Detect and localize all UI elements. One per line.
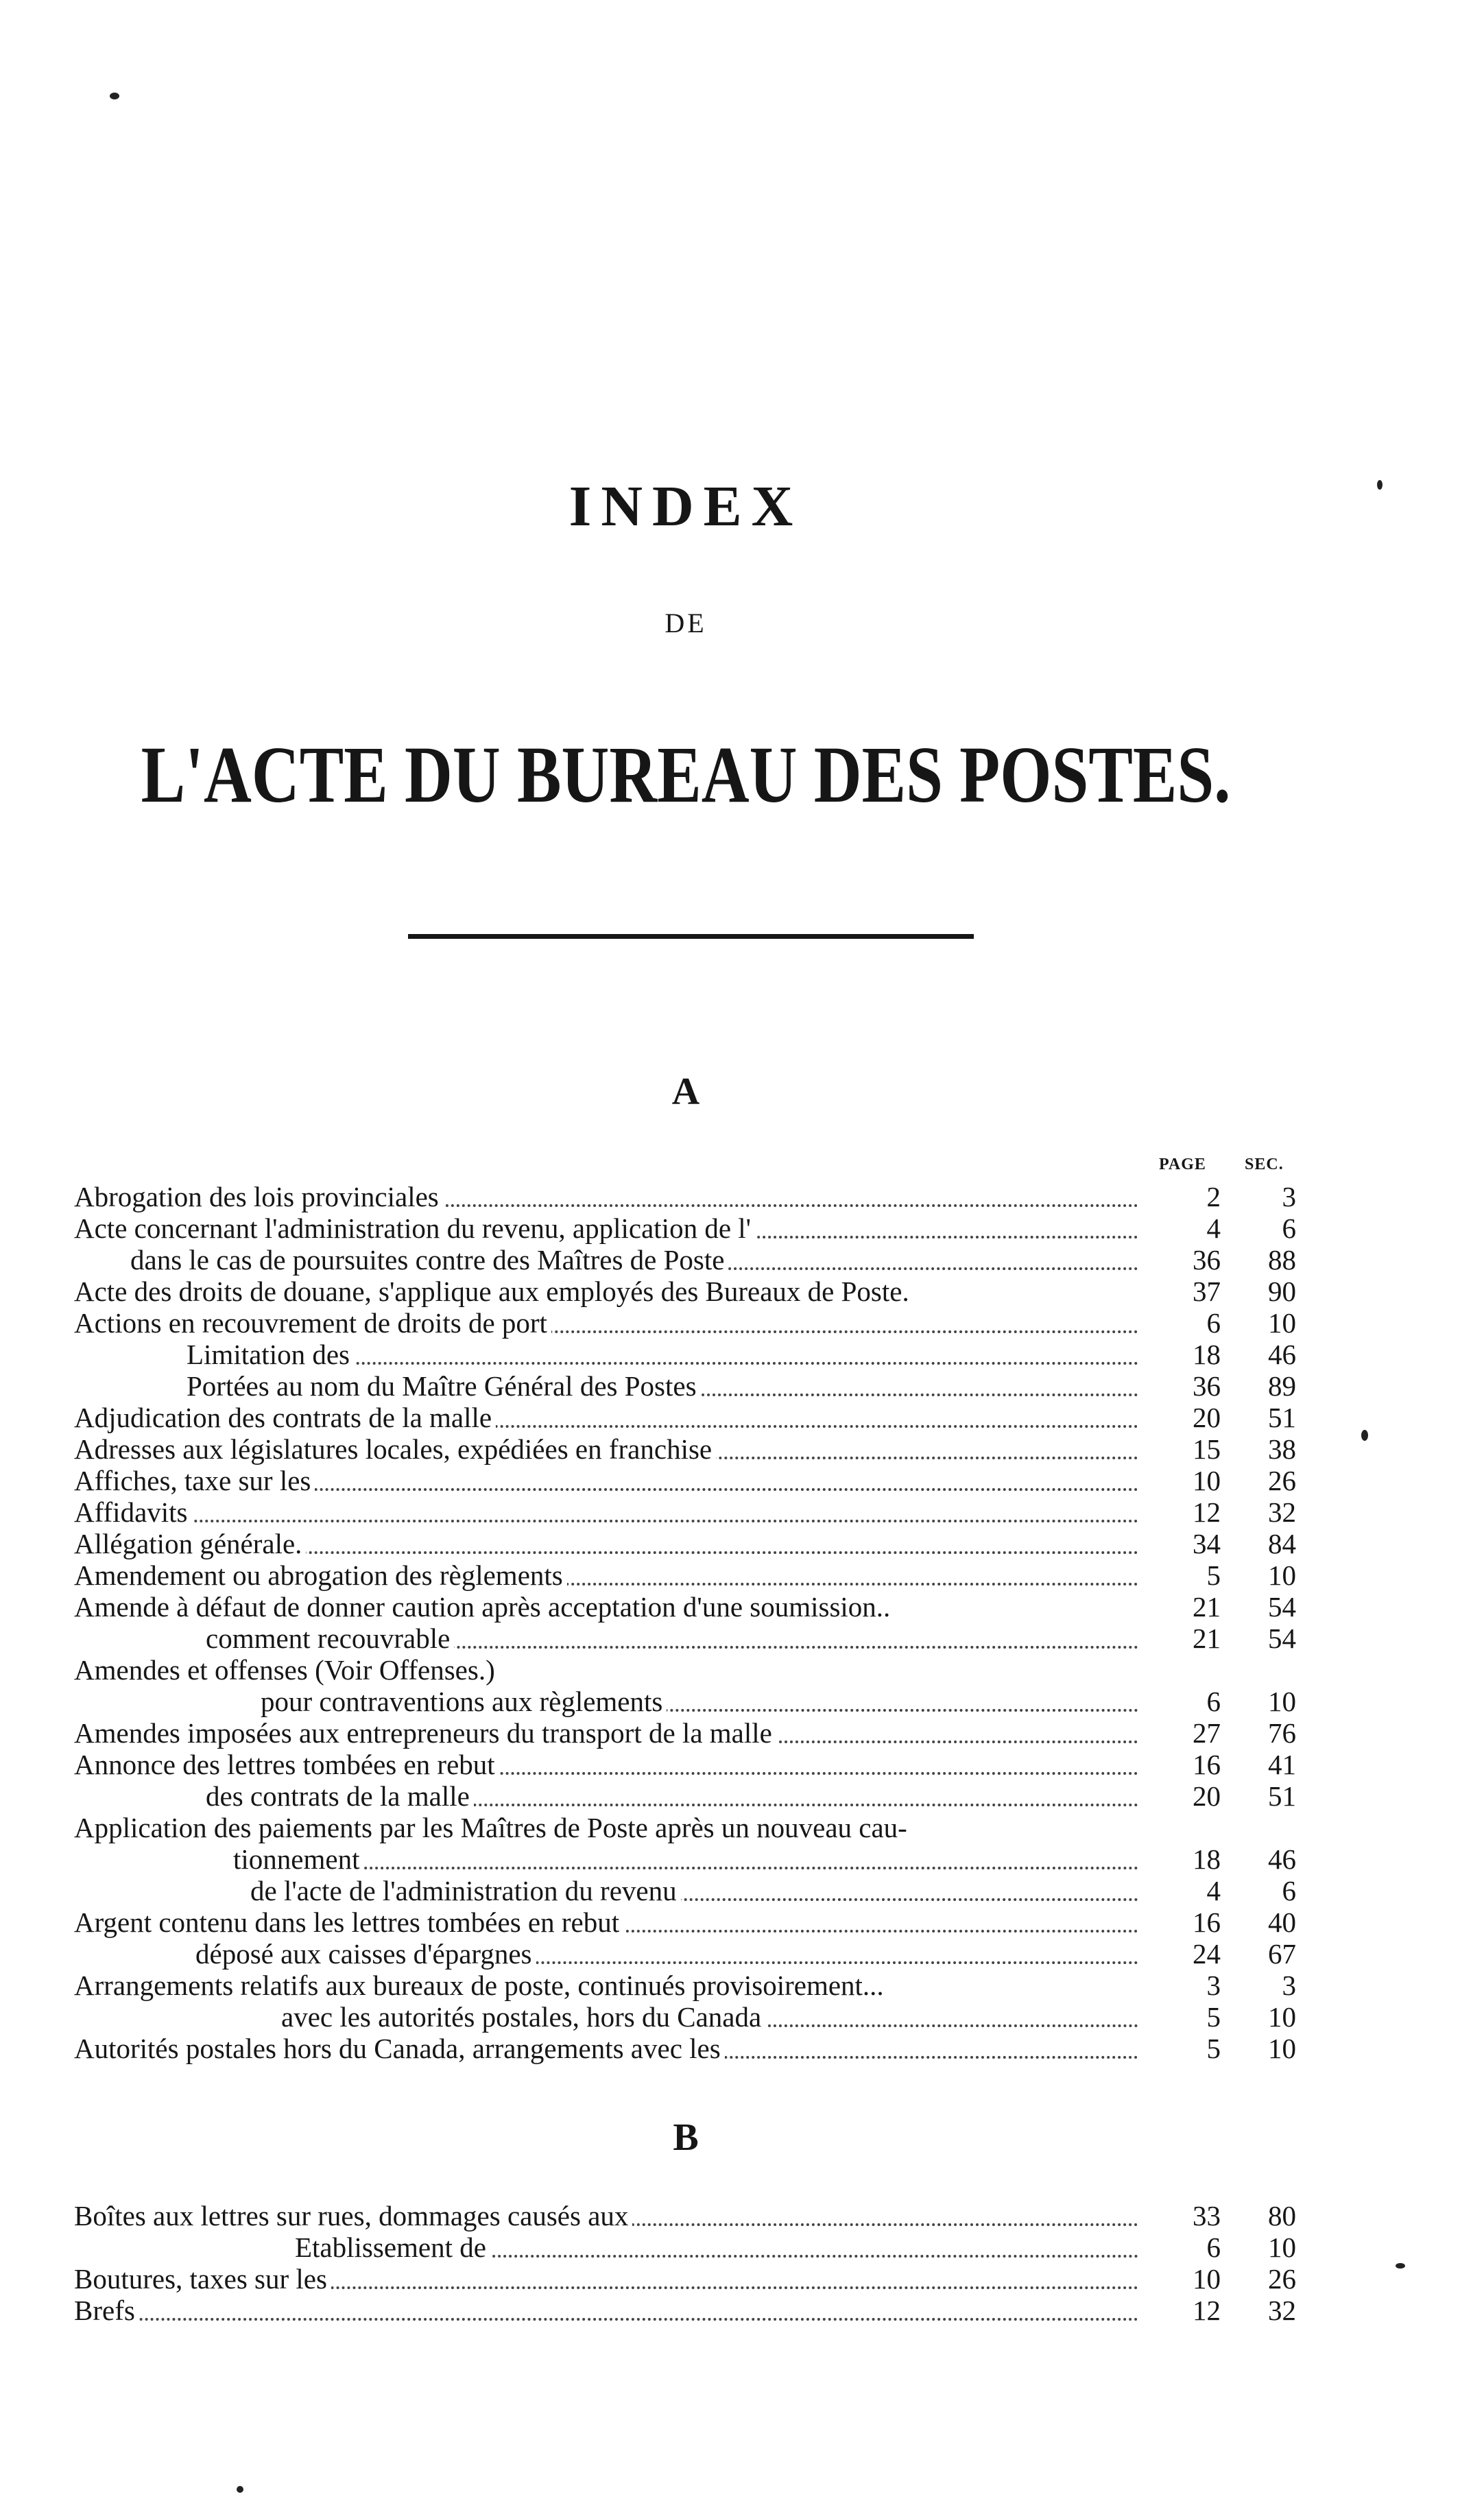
- index-entry-text: Amendes imposées aux entrepreneurs du transport de la malle: [74, 1717, 776, 1749]
- scan-speck: [1377, 480, 1383, 490]
- index-entry-label: [281, 2001, 1138, 2033]
- index-entry-label: [74, 1970, 1138, 2001]
- subtitle-de: DE: [665, 608, 707, 638]
- index-entry-text: Boîtes aux lettres sur rues, dommages causés aux: [74, 2200, 632, 2232]
- index-entry-label: [74, 1212, 1138, 1244]
- index-entry-section: 6: [1282, 1875, 1296, 1906]
- index-entry-section: 10: [1268, 1559, 1296, 1591]
- index-entry-page: 21: [1193, 1623, 1221, 1654]
- index-entry-label: [74, 1433, 1138, 1465]
- index-entry: [0, 1496, 1484, 1528]
- index-entry: [0, 1906, 1484, 1938]
- dot-leader: [233, 1864, 1138, 1869]
- index-entry-label: [74, 1749, 1138, 1780]
- index-entry-page: 3: [1206, 1970, 1221, 2001]
- index-entry-label: [74, 1812, 1138, 1843]
- index-entry-page: 16: [1193, 1906, 1221, 1938]
- index-entry-text: Argent contenu dans les lettres tombées en rebut: [74, 1906, 623, 1938]
- index-entry-section: 32: [1268, 1496, 1296, 1528]
- index-entry-page: 6: [1206, 1307, 1221, 1339]
- index-entry-text: Affiches, taxe sur les: [74, 1465, 315, 1496]
- section-letter-b: B: [673, 2116, 699, 2159]
- index-entry-text: Adresses aux législatures locales, expédiées en franchise: [74, 1433, 716, 1465]
- index-entry-label: [74, 1654, 1138, 1686]
- index-entry-label: [74, 2295, 1138, 2326]
- title-rule: [408, 934, 974, 939]
- index-entry-page: 4: [1206, 1875, 1221, 1906]
- index-entry-label: [74, 2263, 1138, 2295]
- index-entry-text: Acte des droits de douane, s'applique aux employés des Bureaux de Poste.: [74, 1276, 913, 1307]
- index-entry: [0, 1591, 1484, 1623]
- index-entry-text: Boutures, taxes sur les: [74, 2263, 331, 2295]
- index-entry-label: [195, 1938, 1138, 1970]
- index-entry-page: 5: [1206, 1559, 1221, 1591]
- index-entry: [0, 2263, 1484, 2295]
- index-entry: [0, 2200, 1484, 2232]
- index-entry: [0, 1465, 1484, 1496]
- scan-speck: [1396, 2263, 1405, 2269]
- index-entry-section: 10: [1268, 2232, 1296, 2263]
- column-header-sec: SEC.: [1245, 1156, 1284, 1173]
- index-entry: [0, 1654, 1484, 1686]
- index-entry-text: Abrogation des lois provinciales: [74, 1181, 443, 1212]
- index-entry-label: [74, 1181, 1138, 1212]
- index-entry: [0, 1402, 1484, 1433]
- index-entry-page: 27: [1193, 1717, 1221, 1749]
- index-entry-page: 12: [1193, 2295, 1221, 2326]
- index-entry-text: Amende à défaut de donner caution après acceptation d'une soumission..: [74, 1591, 894, 1623]
- index-entry-page: 6: [1206, 1686, 1221, 1717]
- index-entry-section: 10: [1268, 1307, 1296, 1339]
- index-entry-text: Etablissement de: [295, 2232, 490, 2263]
- section-letter-a: A: [671, 1070, 700, 1113]
- index-entry: [0, 2001, 1484, 2033]
- index-entry-label: [74, 1717, 1138, 1749]
- index-entry-label: [74, 1496, 1138, 1528]
- index-entry: [0, 1938, 1484, 1970]
- index-entry-section: 46: [1268, 1339, 1296, 1370]
- index-entry: [0, 1717, 1484, 1749]
- index-entry-text: Autorités postales hors du Canada, arrangements avec les: [74, 2033, 725, 2064]
- index-entry-label: [187, 1339, 1138, 1370]
- index-entry-page: 12: [1193, 1496, 1221, 1528]
- index-entry-text: Adjudication des contrats de la malle: [74, 1402, 496, 1433]
- index-entry-section: 54: [1268, 1591, 1296, 1623]
- index-entry-text: des contrats de la malle: [206, 1780, 474, 1812]
- index-entry-page: 36: [1193, 1244, 1221, 1276]
- index-entry-text: Arrangements relatifs aux bureaux de poste, continués provisoirement...: [74, 1970, 888, 2001]
- index-entry-text: de l'acte de l'administration du revenu: [250, 1875, 681, 1906]
- scan-speck: [110, 93, 119, 99]
- index-entry-section: 10: [1268, 2001, 1296, 2033]
- index-entry: [0, 1812, 1484, 1843]
- index-entry-page: 4: [1206, 1212, 1221, 1244]
- index-entry-text: Actions en recouvrement de droits de port: [74, 1307, 551, 1339]
- index-entry-label: [261, 1686, 1138, 1717]
- index-entry-label: [74, 2200, 1138, 2232]
- index-entry-section: 67: [1268, 1938, 1296, 1970]
- index-entry-page: 6: [1206, 2232, 1221, 2263]
- index-entry-section: 46: [1268, 1843, 1296, 1875]
- index-entry: [0, 1212, 1484, 1244]
- dot-leader: [74, 1517, 1138, 1522]
- index-entry-section: 54: [1268, 1623, 1296, 1654]
- index-entry-section: 90: [1268, 1276, 1296, 1307]
- index-entry-text: Amendes et offenses (Voir Offenses.): [74, 1654, 499, 1686]
- index-entry-page: 15: [1193, 1433, 1221, 1465]
- index-entry-page: 18: [1193, 1339, 1221, 1370]
- index-entry: [0, 2295, 1484, 2326]
- index-entry: [0, 1623, 1484, 1654]
- index-entry-label: [130, 1244, 1138, 1276]
- index-entry-section: 84: [1268, 1528, 1296, 1559]
- index-entry-page: 10: [1193, 1465, 1221, 1496]
- index-title: INDEX: [569, 475, 803, 538]
- index-entry-section: 41: [1268, 1749, 1296, 1780]
- index-entry-page: 5: [1206, 2033, 1221, 2064]
- index-entry: [0, 1370, 1484, 1402]
- index-entry: [0, 1307, 1484, 1339]
- column-header-page: PAGE: [1159, 1156, 1206, 1173]
- index-entry-label: [74, 1591, 1138, 1623]
- index-entry-label: [250, 1875, 1138, 1906]
- index-entry-page: 20: [1193, 1402, 1221, 1433]
- index-entry: [0, 1749, 1484, 1780]
- index-entry-section: 10: [1268, 1686, 1296, 1717]
- index-entry: [0, 2033, 1484, 2064]
- index-entry-page: 34: [1193, 1528, 1221, 1559]
- index-entry: [0, 1276, 1484, 1307]
- index-entry: [0, 1780, 1484, 1812]
- index-entry-label: [233, 1843, 1138, 1875]
- index-entry-label: [74, 1276, 1138, 1307]
- index-entry: [0, 1528, 1484, 1559]
- index-entry-text: Annonce des lettres tombées en rebut: [74, 1749, 499, 1780]
- index-entry-label: [74, 1307, 1138, 1339]
- index-entry: [0, 1686, 1484, 1717]
- index-entry: [0, 2232, 1484, 2263]
- index-entry-page: 10: [1193, 2263, 1221, 2295]
- index-entry-section: 89: [1268, 1370, 1296, 1402]
- scan-speck: [1361, 1430, 1368, 1441]
- index-entry-label: [74, 1528, 1138, 1559]
- index-entry-text: Acte concernant l'administration du revenu, application de l': [74, 1212, 755, 1244]
- index-entry-text: avec les autorités postales, hors du Canada: [281, 2001, 765, 2033]
- index-entry: [0, 1433, 1484, 1465]
- index-entry-text: comment recouvrable: [206, 1623, 454, 1654]
- dot-leader: [74, 2315, 1138, 2321]
- index-entry-section: 51: [1268, 1402, 1296, 1433]
- index-entry-page: 36: [1193, 1370, 1221, 1402]
- index-entry-page: 21: [1193, 1591, 1221, 1623]
- index-entry-text: Affidavits: [74, 1496, 192, 1528]
- index-entry-label: [74, 2033, 1138, 2064]
- index-entry-text: Allégation générale.: [74, 1528, 306, 1559]
- index-entry-section: 3: [1282, 1970, 1296, 2001]
- index-entry-page: 5: [1206, 2001, 1221, 2033]
- index-entry: [0, 1181, 1484, 1212]
- index-entry-section: 51: [1268, 1780, 1296, 1812]
- index-entry-text: tionnement: [233, 1843, 363, 1875]
- index-entry-label: [187, 1370, 1138, 1402]
- index-entry-page: 2: [1206, 1181, 1221, 1212]
- index-entry-label: [206, 1623, 1138, 1654]
- index-entry-section: 32: [1268, 2295, 1296, 2326]
- act-title: L'ACTE DU BUREAU DES POSTES.: [141, 730, 1231, 820]
- index-entry-label: [74, 1559, 1138, 1591]
- index-entry-section: 6: [1282, 1212, 1296, 1244]
- index-entry-page: 20: [1193, 1780, 1221, 1812]
- index-entry-section: 26: [1268, 1465, 1296, 1496]
- index-entry-text: Brefs: [74, 2295, 139, 2326]
- index-entry-page: 18: [1193, 1843, 1221, 1875]
- index-entry-label: [206, 1780, 1138, 1812]
- index-entry: [0, 1843, 1484, 1875]
- index-entry-section: 88: [1268, 1244, 1296, 1276]
- index-entry-label: [74, 1402, 1138, 1433]
- index-entry-text: déposé aux caisses d'épargnes: [195, 1938, 536, 1970]
- index-entry-section: 76: [1268, 1717, 1296, 1749]
- index-entry-text: dans le cas de poursuites contre des Maîtres de Poste: [130, 1244, 728, 1276]
- index-entry-section: 10: [1268, 2033, 1296, 2064]
- index-entry-text: Amendement ou abrogation des règlements: [74, 1559, 567, 1591]
- index-entry-label: [74, 1906, 1138, 1938]
- index-entry-section: 40: [1268, 1906, 1296, 1938]
- index-entry: [0, 1244, 1484, 1276]
- scan-speck: [237, 2486, 243, 2493]
- index-entry-text: Portées au nom du Maître Général des Postes: [187, 1370, 701, 1402]
- index-entry-text: Limitation des: [187, 1339, 354, 1370]
- index-entry: [0, 1339, 1484, 1370]
- index-entry-section: 3: [1282, 1181, 1296, 1212]
- index-entry-page: 16: [1193, 1749, 1221, 1780]
- index-entry: [0, 1559, 1484, 1591]
- index-entry-section: 38: [1268, 1433, 1296, 1465]
- index-entry-text: pour contraventions aux règlements: [261, 1686, 667, 1717]
- index-entry-label: [295, 2232, 1138, 2263]
- index-entry-page: 33: [1193, 2200, 1221, 2232]
- index-entry-text: Application des paiements par les Maîtres de Poste après un nouveau cau-: [74, 1812, 911, 1843]
- index-entry-page: 24: [1193, 1938, 1221, 1970]
- index-entry: [0, 1875, 1484, 1906]
- index-entry: [0, 1970, 1484, 2001]
- index-entry-section: 26: [1268, 2263, 1296, 2295]
- index-entry-label: [74, 1465, 1138, 1496]
- index-entry-section: 80: [1268, 2200, 1296, 2232]
- index-entry-page: 37: [1193, 1276, 1221, 1307]
